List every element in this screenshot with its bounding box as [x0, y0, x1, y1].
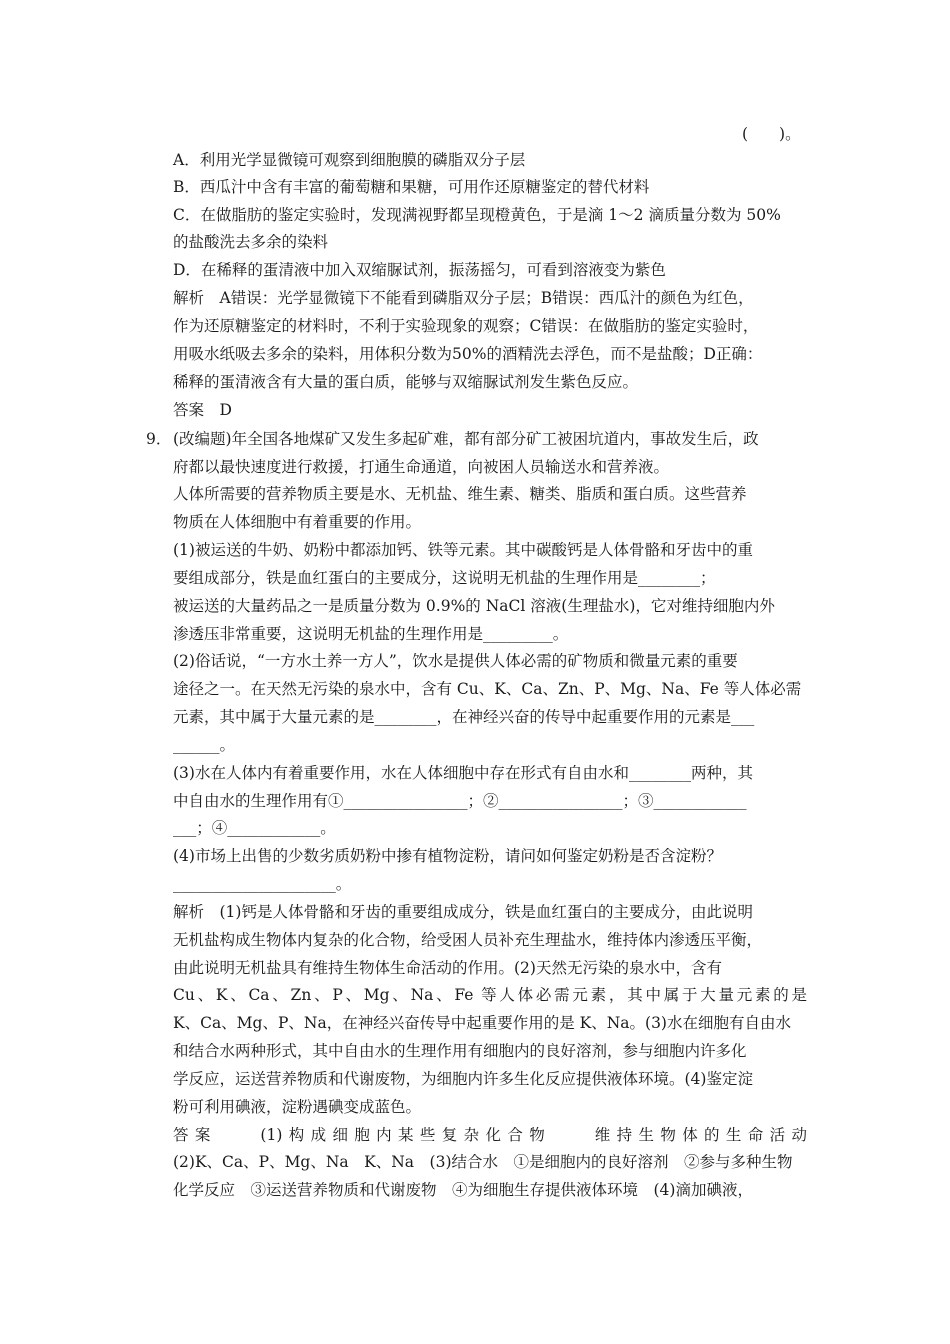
option-a: A．利用光学显微镜可观察到细胞膜的磷脂双分子层 — [173, 151, 526, 169]
question-line: (3)水在人体内有着重要作用，水在人体细胞中存在形式有自由水和________两种，其 — [173, 764, 753, 782]
question-line: 府都以最快速度进行救援，打通生命通道，向被困人员输送水和营养液。 — [173, 458, 670, 476]
question-line: (2)俗话说，“一方水土养一方人”，饮水是提供人体必需的矿物质和微量元素的重要 — [173, 652, 738, 670]
question-line: 被运送的大量药品之一是质量分数为 0.9%的 NaCl 溶液(生理盐水)，它对维持细胞内外 — [173, 597, 775, 615]
answer-line: 化学反应 ③运送营养物质和代谢废物 ④为细胞生存提供液体环境 (4)滴加碘液， — [173, 1181, 753, 1199]
question-line: ______。 — [173, 736, 236, 754]
question-line: (4)市场上出售的少数劣质奶粉中掺有植物淀粉，请问如何鉴定奶粉是否含淀粉？ — [173, 847, 722, 865]
analysis-line: 学反应，运送营养物质和代谢废物，为细胞内许多生化反应提供液体环境。(4)鉴定淀 — [173, 1070, 753, 1088]
question-line: 中自由水的生理作用有①________________；②________________；③____________ — [173, 792, 747, 810]
analysis-line: Cu、K、Ca、Zn、P、Mg、Na、Fe 等人体必需元素，其中属于大量元素的是 — [173, 986, 807, 1004]
analysis-line: 解析 A错误：光学显微镜下不能看到磷脂双分子层；B错误：西瓜汁的颜色为红色， — [173, 289, 754, 307]
question-line: 途径之一。在天然无污染的泉水中，含有 Cu、K、Ca、Zn、P、Mg、Na、Fe 等人体必需 — [173, 680, 802, 698]
question-line: ___；④____________。 — [173, 819, 336, 837]
analysis-line: 稀释的蛋清液含有大量的蛋白质，能够与双缩脲试剂发生紫色反应。 — [173, 373, 639, 391]
question-line: 渗透压非常重要，这说明无机盐的生理作用是_________。 — [173, 625, 569, 643]
analysis-line: 用吸水纸吸去多余的染料，用体积分数为50%的酒精洗去浮色，而不是盐酸；D正确： — [173, 345, 763, 363]
option-c: C．在做脂肪的鉴定实验时，发现满视野都呈现橙黄色，于是滴 1～2 滴质量分数为 50% — [173, 206, 781, 224]
question-line: 人体所需要的营养物质主要是水、无机盐、维生素、糖类、脂质和蛋白质。这些营养 — [173, 485, 747, 503]
analysis-line: 粉可利用碘液，淀粉遇碘变成蓝色。 — [173, 1098, 422, 1116]
question-line: 要组成部分，铁是血红蛋白的主要成分，这说明无机盐的生理作用是________； — [173, 569, 716, 587]
analysis-line: 无机盐构成生物体内复杂的化合物，给受困人员补充生理盐水，维持体内渗透压平衡， — [173, 931, 763, 949]
analysis-line: 和结合水两种形式，其中自由水的生理作用有细胞内的良好溶剂，参与细胞内许多化 — [173, 1042, 747, 1060]
answer-line: 答案 (1)构成细胞内某些复杂化合物 维持生物体的生命活动 — [173, 1126, 807, 1144]
analysis-line: 作为还原糖鉴定的材料时，不利于实验现象的观察；C错误：在做脂肪的鉴定实验时， — [173, 317, 759, 335]
option-b: B．西瓜汁中含有丰富的葡萄糖和果糖，可用作还原糖鉴定的替代材料 — [173, 178, 650, 196]
question-line: 元素，其中属于大量元素的是________，在神经兴奋的传导中起重要作用的元素是___ — [173, 708, 755, 726]
option-c-cont: 的盐酸洗去多余的染料 — [173, 233, 329, 251]
question-line: (1)被运送的牛奶、奶粉中都添加钙、铁等元素。其中碳酸钙是人体骨骼和牙齿中的重 — [173, 541, 753, 559]
answer-line: 答案 D — [173, 401, 232, 419]
analysis-line: K、Ca、Mg、P、Na，在神经兴奋传导中起重要作用的是 K、Na。(3)水在细胞有自由水 — [173, 1014, 791, 1032]
answer-line: (2)K、Ca、P、Mg、Na K、Na (3)结合水 ①是细胞内的良好溶剂 ②参与多种生物 — [173, 1153, 793, 1171]
answer-bracket: ( )。 — [742, 125, 801, 143]
question-line: _____________________。 — [173, 875, 352, 893]
option-d: D．在稀释的蛋清液中加入双缩脲试剂，振荡摇匀，可看到溶液变为紫色 — [173, 261, 666, 279]
analysis-line: 解析 (1)钙是人体骨骼和牙齿的重要组成成分，铁是血红蛋白的主要成分，由此说明 — [173, 903, 753, 921]
question-number: 9． — [146, 430, 172, 448]
analysis-line: 由此说明无机盐具有维持生物体生命活动的作用。(2)天然无污染的泉水中，含有 — [173, 959, 722, 977]
question-line: 物质在人体细胞中有着重要的作用。 — [173, 513, 422, 531]
question-line: (改编题)年全国各地煤矿又发生多起矿难，都有部分矿工被困坑道内，事故发生后，政 — [173, 430, 759, 448]
